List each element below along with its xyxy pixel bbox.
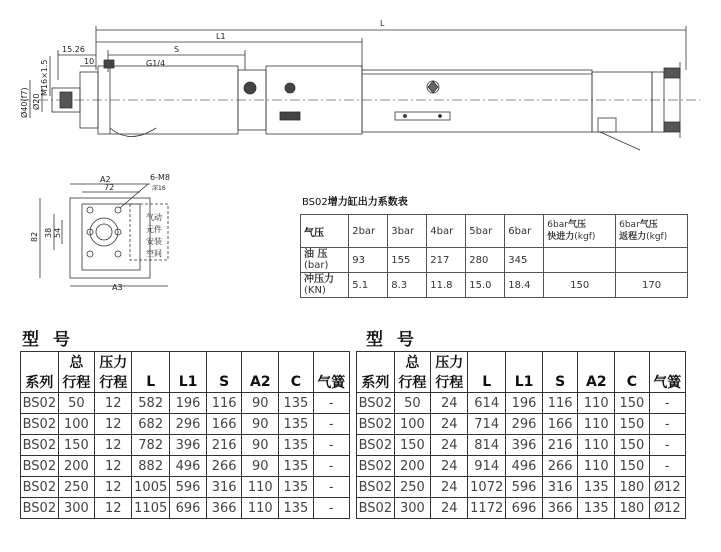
model-table-left <box>20 351 350 519</box>
cell-A2: 135 <box>578 477 615 498</box>
cell-gas-spring: Ø12 <box>649 477 685 498</box>
cell-total-stroke: 150 <box>394 435 430 456</box>
cell-A2: 90 <box>242 414 279 435</box>
table-row <box>21 435 350 456</box>
port-label: G1/4 <box>146 59 166 68</box>
dim-A3: A3 <box>112 283 123 292</box>
cell-S: 316 <box>543 477 578 498</box>
cell-total-stroke: 100 <box>394 414 430 435</box>
model-header-top-A2 <box>242 352 279 373</box>
cell-S: 116 <box>207 393 242 414</box>
model-header-gas-spring: 气簧 <box>649 372 685 393</box>
cell-A2: 110 <box>578 456 615 477</box>
cell-C: 135 <box>279 498 313 519</box>
model-header-top-L <box>468 352 506 373</box>
model-header-top-L1 <box>170 352 207 373</box>
model-header-top-L <box>132 352 170 373</box>
cell-pressure-stroke: 12 <box>95 393 132 414</box>
model-header-top-total-stroke: 总 <box>394 352 430 373</box>
model-header-row <box>357 372 686 393</box>
cell-L1: 696 <box>506 498 543 519</box>
cell-pressure-stroke: 24 <box>431 393 468 414</box>
cell-S: 366 <box>207 498 242 519</box>
cell-A2: 110 <box>578 435 615 456</box>
force-header-fast: 6bar气压 快进力(kgf) <box>544 215 616 248</box>
cell-pressure-stroke: 12 <box>95 456 132 477</box>
cell-pressure-stroke: 12 <box>95 414 132 435</box>
cell-C: 135 <box>279 456 313 477</box>
cell-A2: 90 <box>242 435 279 456</box>
cell-total-stroke: 50 <box>394 393 430 414</box>
cell-C: 135 <box>279 414 313 435</box>
cell-series: BS02 <box>21 414 59 435</box>
cell-total-stroke: 200 <box>58 456 94 477</box>
dim-54: 54 <box>53 227 62 238</box>
model-header-top-pressure-stroke: 压力 <box>431 352 468 373</box>
cell-S: 266 <box>207 456 242 477</box>
cell-C: 150 <box>615 393 649 414</box>
dim-d40: Ø40(f7) <box>20 87 29 118</box>
force-punch-value: 15.0 <box>466 273 505 298</box>
model-header-S: S <box>207 372 242 393</box>
force-fast-value: 150 <box>544 273 616 298</box>
cell-gas-spring: - <box>313 477 349 498</box>
cell-C: 135 <box>279 435 313 456</box>
cell-gas-spring: - <box>313 393 349 414</box>
force-oil-row <box>301 248 688 273</box>
model-header-L1: L1 <box>506 372 543 393</box>
cell-L: 682 <box>132 414 170 435</box>
force-empty-cell <box>616 248 688 273</box>
model-header-C: C <box>279 372 313 393</box>
cell-L1: 196 <box>170 393 207 414</box>
cell-series: BS02 <box>21 435 59 456</box>
cell-L: 614 <box>468 393 506 414</box>
cell-A2: 110 <box>578 393 615 414</box>
cell-pressure-stroke: 24 <box>431 498 468 519</box>
model-header-row <box>21 372 350 393</box>
force-header-col: 6bar <box>505 215 544 248</box>
dim-d20: Ø20 <box>32 93 41 110</box>
cell-total-stroke: 150 <box>58 435 94 456</box>
cell-pressure-stroke: 24 <box>431 414 468 435</box>
force-empty-cell <box>544 248 616 273</box>
cell-L1: 396 <box>170 435 207 456</box>
note-line-2: 元件 <box>146 225 162 234</box>
cell-total-stroke: 50 <box>58 393 94 414</box>
force-header-col: 2bar <box>349 215 388 248</box>
force-table-code: BS02 <box>302 197 328 208</box>
table-row <box>21 393 350 414</box>
cell-C: 150 <box>615 435 649 456</box>
cell-total-stroke: 300 <box>58 498 94 519</box>
cell-L: 1105 <box>132 498 170 519</box>
model-header-series: 系列 <box>21 372 59 393</box>
cell-pressure-stroke: 12 <box>95 477 132 498</box>
cell-L: 914 <box>468 456 506 477</box>
cell-L1: 196 <box>506 393 543 414</box>
force-oil-value: 345 <box>505 248 544 273</box>
cell-S: 266 <box>543 456 578 477</box>
force-table-title-text: 增力缸出力系数表 <box>327 197 408 208</box>
cell-A2: 90 <box>242 456 279 477</box>
model-header-top-A2 <box>578 352 615 373</box>
cell-L: 814 <box>468 435 506 456</box>
force-header-row <box>301 215 688 248</box>
cell-pressure-stroke: 24 <box>431 456 468 477</box>
cell-L1: 396 <box>506 435 543 456</box>
force-oil-label: 油 压 (bar) <box>301 248 349 273</box>
cell-gas-spring: - <box>313 435 349 456</box>
force-oil-value: 280 <box>466 248 505 273</box>
cell-C: 180 <box>615 498 649 519</box>
model-header-L1: L1 <box>170 372 207 393</box>
model-header-L: L <box>468 372 506 393</box>
cell-L1: 596 <box>506 477 543 498</box>
note-line-3: 安装 <box>146 237 162 246</box>
cell-gas-spring: - <box>649 393 685 414</box>
cell-A2: 135 <box>578 498 615 519</box>
model-header-top-S <box>207 352 242 373</box>
force-table-title <box>302 193 408 208</box>
model-header-C: C <box>615 372 649 393</box>
dim-L: L <box>380 19 385 28</box>
table-row <box>21 477 350 498</box>
force-header-col: 3bar <box>388 215 427 248</box>
cell-series: BS02 <box>357 393 395 414</box>
cell-L: 882 <box>132 456 170 477</box>
force-punch-value: 18.4 <box>505 273 544 298</box>
cell-S: 166 <box>543 414 578 435</box>
force-table <box>300 214 688 298</box>
force-punch-value: 11.8 <box>427 273 466 298</box>
cell-S: 166 <box>207 414 242 435</box>
table-row <box>21 456 350 477</box>
model-header-top-row <box>357 352 686 373</box>
force-punch-value: 5.1 <box>349 273 388 298</box>
cell-C: 135 <box>279 393 313 414</box>
model-header-series: 系列 <box>357 372 395 393</box>
table-row <box>357 414 686 435</box>
cell-L: 582 <box>132 393 170 414</box>
cell-L: 1072 <box>468 477 506 498</box>
table-row <box>357 435 686 456</box>
model-header-total-stroke: 行程 <box>394 372 430 393</box>
model-header-top-pressure-stroke: 压力 <box>95 352 132 373</box>
dim-L1: L1 <box>216 32 226 41</box>
force-header-col: 5bar <box>466 215 505 248</box>
model-table-right <box>356 351 686 519</box>
cell-S: 366 <box>543 498 578 519</box>
force-header-return: 6bar气压 返程力(kgf) <box>616 215 688 248</box>
model-right-title: 型号 <box>366 330 428 350</box>
model-header-gas-spring: 气簧 <box>313 372 349 393</box>
dim-m16: M16×1.5 <box>40 59 49 96</box>
cell-L: 1005 <box>132 477 170 498</box>
cell-series: BS02 <box>21 393 59 414</box>
cell-L: 1172 <box>468 498 506 519</box>
cell-series: BS02 <box>21 477 59 498</box>
cell-series: BS02 <box>357 414 395 435</box>
table-row <box>357 393 686 414</box>
force-oil-value: 155 <box>388 248 427 273</box>
note-line-4: 空间 <box>146 249 162 258</box>
cell-L: 782 <box>132 435 170 456</box>
model-left-title: 型号 <box>22 330 84 350</box>
model-header-A2: A2 <box>578 372 615 393</box>
cell-series: BS02 <box>21 498 59 519</box>
cell-pressure-stroke: 12 <box>95 498 132 519</box>
cell-A2: 110 <box>578 414 615 435</box>
front-view-drawing <box>0 170 300 295</box>
cell-gas-spring: - <box>649 456 685 477</box>
force-punch-value: 8.3 <box>388 273 427 298</box>
dim-72: 72 <box>104 183 115 192</box>
cell-pressure-stroke: 24 <box>431 435 468 456</box>
cell-L: 714 <box>468 414 506 435</box>
cell-gas-spring: - <box>649 414 685 435</box>
dim-38: 38 <box>44 227 53 238</box>
cell-series: BS02 <box>357 435 395 456</box>
dim-S: S <box>174 45 180 54</box>
dim-depth: 深16 <box>152 185 166 192</box>
model-header-top-C <box>279 352 313 373</box>
cell-S: 116 <box>543 393 578 414</box>
cell-L1: 496 <box>506 456 543 477</box>
cell-total-stroke: 100 <box>58 414 94 435</box>
table-row <box>21 414 350 435</box>
cell-series: BS02 <box>21 456 59 477</box>
model-header-top-L1 <box>506 352 543 373</box>
model-header-top-series <box>357 352 395 373</box>
model-header-S: S <box>543 372 578 393</box>
model-header-pressure-stroke: 行程 <box>95 372 132 393</box>
cell-L1: 296 <box>170 414 207 435</box>
cell-A2: 110 <box>242 498 279 519</box>
force-header-col: 4bar <box>427 215 466 248</box>
model-header-total-stroke: 行程 <box>58 372 94 393</box>
cell-A2: 110 <box>242 477 279 498</box>
side-view-drawing <box>0 0 721 190</box>
model-header-top-C <box>615 352 649 373</box>
force-punch-label: 冲压力 (KN) <box>301 273 349 298</box>
model-header-A2: A2 <box>242 372 279 393</box>
model-header-L: L <box>132 372 170 393</box>
force-return-value: 170 <box>616 273 688 298</box>
cell-total-stroke: 250 <box>394 477 430 498</box>
model-header-pressure-stroke: 行程 <box>431 372 468 393</box>
cell-total-stroke: 300 <box>394 498 430 519</box>
cell-L1: 496 <box>170 456 207 477</box>
cell-gas-spring: - <box>313 498 349 519</box>
model-header-top-gas-spring <box>313 352 349 373</box>
cell-L1: 596 <box>170 477 207 498</box>
cell-gas-spring: - <box>313 456 349 477</box>
cell-C: 180 <box>615 477 649 498</box>
model-header-top-row <box>21 352 350 373</box>
model-header-top-S <box>543 352 578 373</box>
table-row <box>357 498 686 519</box>
table-row <box>357 477 686 498</box>
cell-total-stroke: 250 <box>58 477 94 498</box>
cell-series: BS02 <box>357 456 395 477</box>
force-punch-row <box>301 273 688 298</box>
dim-A2: A2 <box>100 175 111 184</box>
cell-A2: 90 <box>242 393 279 414</box>
cell-L1: 296 <box>506 414 543 435</box>
cell-pressure-stroke: 12 <box>95 435 132 456</box>
model-header-top-total-stroke: 总 <box>58 352 94 373</box>
cell-S: 216 <box>543 435 578 456</box>
table-row <box>21 498 350 519</box>
cell-gas-spring: - <box>649 435 685 456</box>
cell-pressure-stroke: 24 <box>431 477 468 498</box>
dim-10: 10 <box>84 57 95 66</box>
dim-15-26: 15.26 <box>62 45 85 54</box>
model-header-top-series <box>21 352 59 373</box>
cell-C: 135 <box>279 477 313 498</box>
force-header-label: 气压 <box>301 215 349 248</box>
cell-gas-spring: - <box>313 414 349 435</box>
cell-L1: 696 <box>170 498 207 519</box>
cell-total-stroke: 200 <box>394 456 430 477</box>
dim-82: 82 <box>30 231 39 242</box>
cell-S: 316 <box>207 477 242 498</box>
cell-series: BS02 <box>357 498 395 519</box>
note-line-1: 气动 <box>146 213 162 222</box>
cell-C: 150 <box>615 456 649 477</box>
table-row <box>357 456 686 477</box>
cell-gas-spring: Ø12 <box>649 498 685 519</box>
cell-S: 216 <box>207 435 242 456</box>
cell-series: BS02 <box>357 477 395 498</box>
dim-6m8: 6-M8 <box>150 173 170 182</box>
force-oil-value: 217 <box>427 248 466 273</box>
force-oil-value: 93 <box>349 248 388 273</box>
model-header-top-gas-spring <box>649 352 685 373</box>
cell-C: 150 <box>615 414 649 435</box>
